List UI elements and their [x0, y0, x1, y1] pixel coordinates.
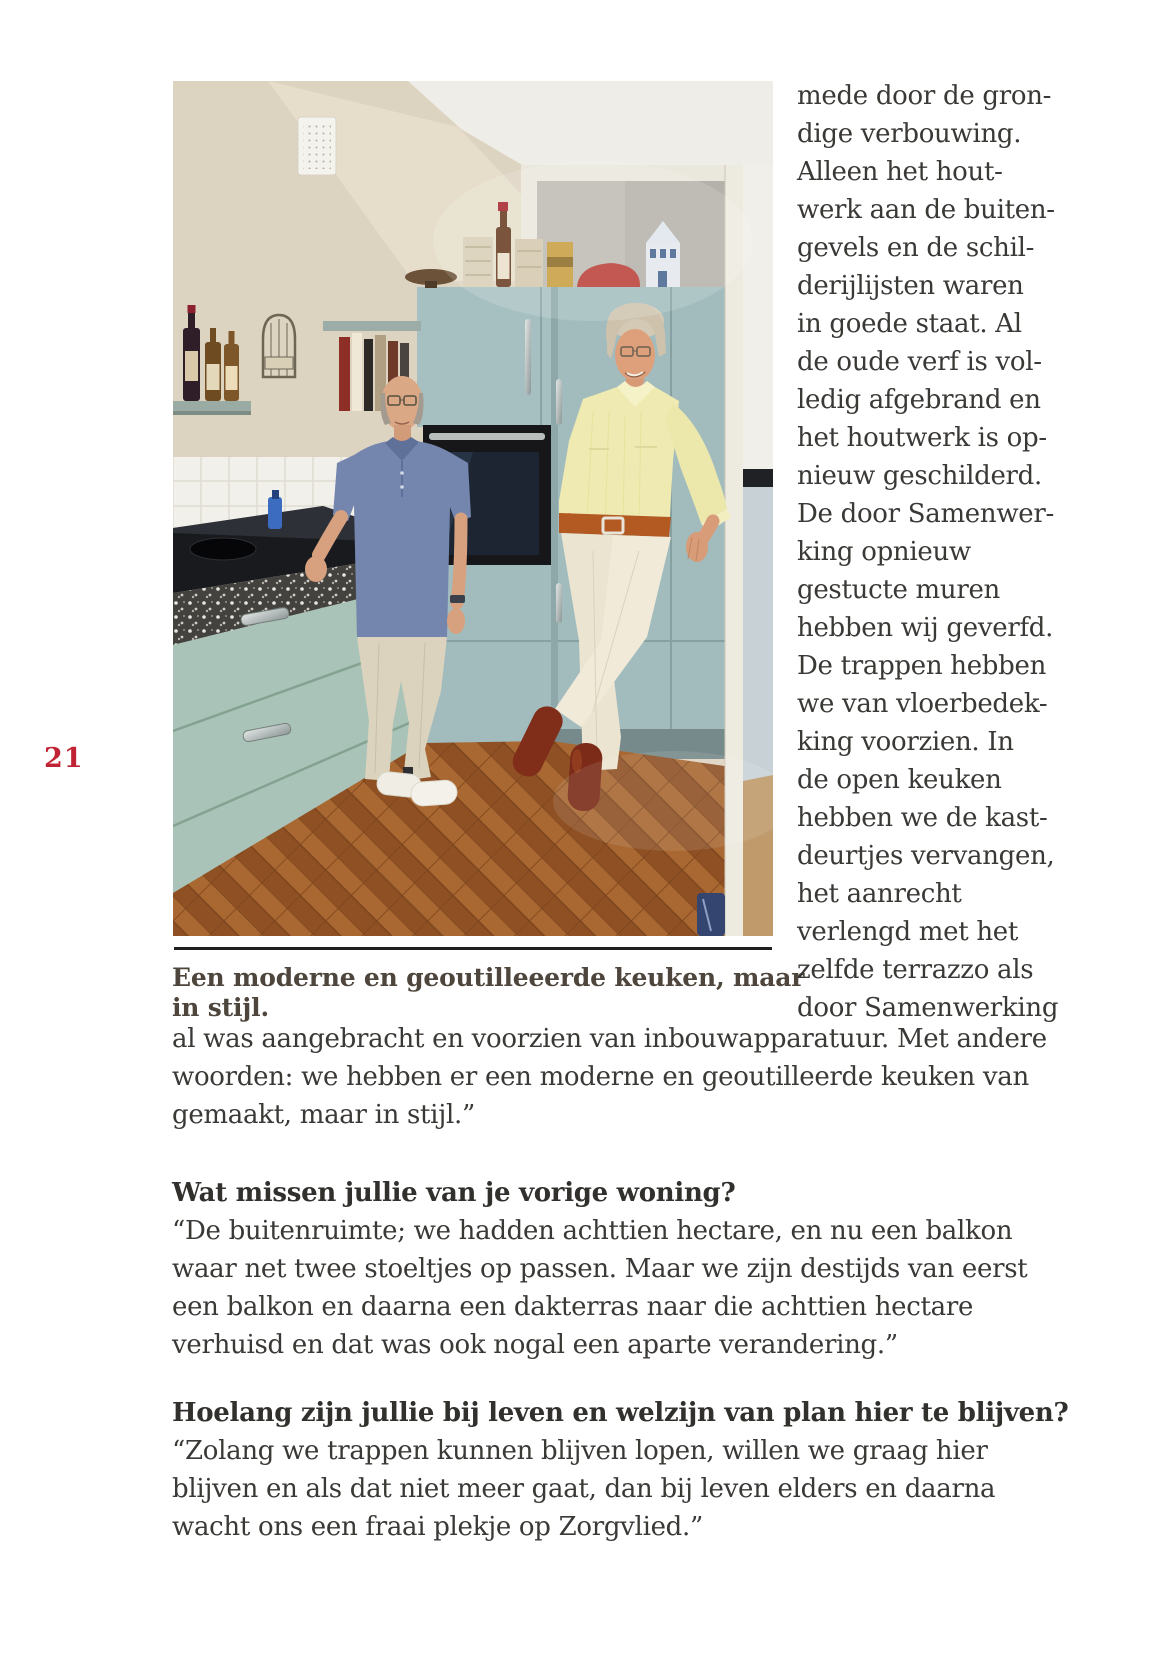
body-line: “Zolang we trappen kunnen blijven lopen, willen we graag hier: [172, 1436, 988, 1466]
column-line: de oude verf is vol-: [797, 347, 1042, 377]
column-line: dige verbouwing.: [797, 119, 1022, 149]
question-hier-blijven: Hoelang zijn jullie bij leven en welzijn van plan hier te blijven?: [172, 1398, 1069, 1428]
question-vorige-woning: Wat missen jullie van je vorige woning?: [172, 1178, 736, 1208]
vent-grille-icon: [298, 117, 336, 175]
column-line: het aanrecht: [797, 879, 962, 909]
paragraph-buitenruimte: [172, 1212, 1032, 1364]
column-line: we van vloerbedek-: [797, 689, 1048, 719]
column-line: verlengd met het: [797, 917, 1019, 947]
kitchen-photo-illustration: [173, 81, 773, 936]
caption-divider: [174, 947, 772, 950]
body-line: blijven en als dat niet meer gaat, dan bij leven elders en daarna: [172, 1474, 996, 1504]
body-line: wacht ons een fraai plekje op Zorgvlied.”: [172, 1512, 703, 1542]
light-flare: [433, 161, 753, 321]
kitchen-photo: [173, 81, 773, 936]
column-line: in goede staat. Al: [797, 309, 1022, 339]
body-line: gemaakt, maar in stijl.”: [172, 1100, 475, 1130]
column-line: mede door de gron-: [797, 81, 1052, 111]
column-line: king opnieuw: [797, 537, 971, 567]
column-line: king voorzien. In: [797, 727, 1014, 757]
column-line: gestucte muren: [797, 575, 1000, 605]
right-text-column: [797, 77, 1067, 1027]
body-line: al was aangebracht en voorzien van inbouwapparatuur. Met andere: [172, 1024, 1047, 1054]
column-line: De trappen hebben: [797, 651, 1047, 681]
column-line: hebben we de kast-: [797, 803, 1048, 833]
body-line: verhuisd en dat was ook nogal een aparte verandering.”: [172, 1330, 898, 1360]
column-line: de open keuken: [797, 765, 1002, 795]
column-line: ledig afgebrand en: [797, 385, 1041, 415]
column-line: door Samenwerking: [797, 993, 1059, 1023]
blue-bottle: [268, 497, 282, 529]
column-line: hebben wij geverfd.: [797, 613, 1054, 643]
body-line: woorden: we hebben er een moderne en geoutilleerde keuken van: [172, 1062, 1029, 1092]
column-line: werk aan de buiten-: [797, 195, 1055, 225]
body-line: “De buitenruimte; we hadden achttien hectare, en nu een balkon: [172, 1216, 1013, 1246]
page-number: 21: [44, 743, 84, 774]
column-line: deurtjes vervangen,: [797, 841, 1055, 871]
body-line: een balkon en daarna een dakterras naar die achttien hectare: [172, 1292, 974, 1322]
paragraph-keuken: [172, 1020, 1047, 1134]
column-line: nieuw geschilderd.: [797, 461, 1042, 491]
column-line: gevels en de schil-: [797, 233, 1035, 263]
body-line: waar net twee stoeltjes op passen. Maar we zijn destijds van eerst: [172, 1254, 1028, 1284]
column-line: derijlijsten waren: [797, 271, 1024, 301]
photo-caption: Een moderne en geoutilleeerde keuken, maar in stijl.: [172, 963, 805, 1022]
column-line: De door Samenwer-: [797, 499, 1054, 529]
column-line: Alleen het hout-: [797, 157, 1003, 187]
paragraph-zorgvlied: [172, 1432, 1032, 1546]
column-line: het houtwerk is op-: [797, 423, 1047, 453]
column-line: zelfde terrazzo als: [797, 955, 1034, 985]
